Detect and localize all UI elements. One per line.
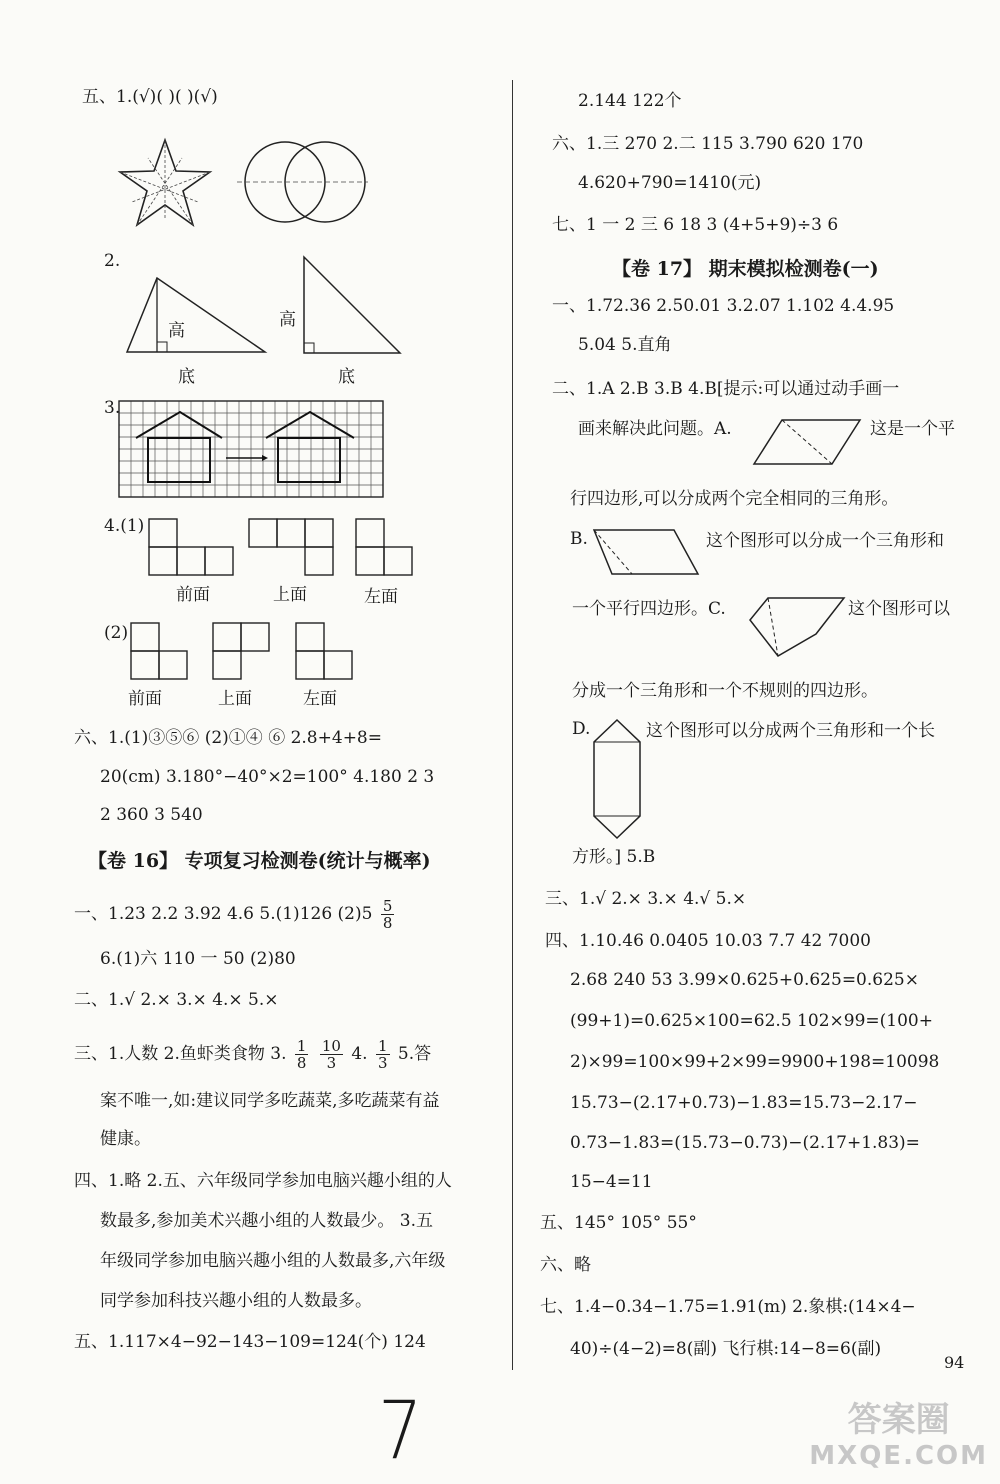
parallelogram-a-figure [752,418,864,466]
p3-fraction-1 [295,1038,309,1071]
q4-line7: 15−4=11 [570,1172,653,1192]
p3-text-c: 5.答 [397,1044,432,1064]
q6-line: 六、略 [540,1255,591,1275]
p3-f3-num: 1 [377,1037,388,1055]
q2-line6: 分成一个三角形和一个不规则的四边形。 [572,681,878,701]
watermark-bottom: MXQE.COM [809,1441,988,1471]
view1-left-label: 左面 [364,587,398,607]
pentagon-c-figure [748,594,848,658]
p3-fraction-3 [376,1038,390,1071]
p1-line1 [74,898,397,931]
q4-line3: (99+1)=0.625×100=62.5 102×99=(100+ [570,1011,933,1031]
view2-top-label: 上面 [218,689,252,709]
q7-line1: 七、1.4−0.34−1.75=1.91(m) 2.象棋:(14×4− [540,1297,916,1317]
p1-text: 一、1.23 2.2 3.92 4.6 5.(1)126 (2)5 [74,904,373,924]
view1-front-figure [148,518,236,576]
triangle1-height-label: 高 [168,321,185,341]
view2-top-figure [212,622,272,680]
p3-f2-den: 3 [326,1054,337,1072]
sec6-line3: 2 360 3 540 [100,805,203,825]
watermark-logo [809,1402,988,1474]
handwritten-mark: 7 [378,1383,423,1479]
two-circles-figure [235,138,370,228]
view2-front-figure [130,622,190,680]
p2-line: 二、1.√ 2.× 3.× 4.× 5.× [74,990,279,1010]
r-line3: 4.620+790=1410(元) [578,173,762,193]
q4-line1: 四、1.10.46 0.0405 10.03 7.7 42 7000 [545,931,871,951]
p3-line3: 健康。 [100,1129,151,1149]
exam16-title: 【卷 16】 专项复习检测卷(统计与概率) [88,850,431,872]
star-symmetry-figure [118,138,213,228]
view2-left-figure [295,622,355,680]
q2-line4a: B. [570,529,588,549]
sec5-q4-1-label: 4.(1) [104,516,145,536]
trapezoid-b-figure [592,528,702,576]
exam17-title: 【卷 17】 期末模拟检测卷(一) [612,258,879,280]
p3-fraction-2 [320,1038,343,1071]
sec5-q4-2-label: (2) [104,623,129,643]
q2-line7b: 这个图形可以分成两个三角形和一个长 [646,721,935,741]
sec5-q2-label: 2. [104,251,121,271]
p1-line2: 6.(1)六 110 一 50 (2)80 [100,949,296,969]
p3-text-a: 三、1.人数 2.鱼虾类食物 3. [74,1044,287,1064]
p1-frac-den: 8 [382,914,393,932]
view1-top-label: 上面 [273,585,307,605]
view2-left-label: 左面 [303,689,337,709]
q2-line5b: 这个图形可以 [848,599,950,619]
sec6-line2: 20(cm) 3.180°−40°×2=100° 4.180 2 3 [100,767,435,787]
page-number: 94 [944,1353,965,1372]
q2-line1: 二、1.A 2.B 3.B 4.B[提示:可以通过动手画一 [552,379,900,399]
q7-line2: 40)÷(4−2)=8(副) 飞行棋:14−8=6(副) [570,1339,882,1359]
p1-frac-num: 5 [382,897,393,915]
triangle1-base-label: 底 [178,367,195,387]
q2-line2a: 画来解决此问题。A. [578,419,732,439]
q4-line6: 0.73−1.83=(15.73−0.73)−(2.17+1.83)= [570,1133,920,1153]
q2-line2b: 这是一个平 [870,419,955,439]
p3-text-b: 4. [351,1044,368,1064]
q2-line5a: 一个平行四边形。C. [572,599,726,619]
p3-f1-den: 8 [296,1054,307,1072]
p4-line1: 四、1.略 2.五、六年级同学参加电脑兴趣小组的人 [74,1171,452,1191]
sec5-q1: 五、1.(√)( )( )(√) [82,87,218,107]
triangle2-height-label: 高 [279,310,296,330]
p3-f2-num: 10 [321,1037,341,1055]
watermark-top: 答案圈 [847,1400,950,1440]
p5-line: 五、1.117×4−92−143−109=124(个) 124 [74,1332,426,1352]
sec6-line1: 六、1.(1)③⑤⑥ (2)①④ ⑥ 2.8+4+8= [74,728,382,748]
triangle-height-figure-2 [300,255,405,355]
q1-line1: 一、1.72.36 2.50.01 3.2.07 1.102 4.4.95 [552,296,895,316]
sec5-q3-label: 3. [104,398,121,418]
p4-line4: 同学参加科技兴趣小组的人数最多。 [100,1291,372,1311]
r-line4: 七、1 一 2 三 6 18 3 (4+5+9)÷3 6 [552,215,839,235]
view1-front-label: 前面 [176,585,210,605]
hexagon-d-figure [592,718,642,840]
q4-line5: 15.73−(2.17+0.73)−1.83=15.73−2.17− [570,1093,918,1113]
view2-front-label: 前面 [128,689,162,709]
p3-f1-num: 1 [296,1037,307,1055]
p4-line2: 数最多,参加美术兴趣小组的人数最少。 3.五 [100,1211,434,1231]
p4-line3: 年级同学参加电脑兴趣小组的人数最多,六年级 [100,1251,446,1271]
q3-line: 三、1.√ 2.× 3.× 4.√ 5.× [545,889,747,909]
q5-line: 五、145° 105° 55° [540,1213,697,1233]
column-divider [512,80,513,1370]
q4-line4: 2)×99=100×99+2×99=9900+198=10098 [570,1052,940,1072]
p3-line2: 案不唯一,如:建议同学多吃蔬菜,多吃蔬菜有益 [100,1091,440,1111]
view1-top-figure [248,518,336,576]
q2-line8: 方形。] 5.B [572,847,656,867]
triangle2-base-label: 底 [338,367,355,387]
q2-line3: 行四边形,可以分成两个完全相同的三角形。 [570,489,899,509]
q2-line4b: 这个图形可以分成一个三角形和 [706,531,944,551]
view1-left-figure [355,518,415,576]
r-line1: 2.144 122个 [578,91,682,111]
q1-line2: 5.04 5.直角 [578,335,672,355]
r-line2: 六、1.三 270 2.二 115 3.790 620 170 [552,134,864,154]
triangle-height-figure-1 [125,276,270,354]
q4-line2: 2.68 240 53 3.99×0.625+0.625=0.625× [570,970,919,990]
translation-grid-figure [118,400,384,498]
q2-line7a: D. [572,719,591,739]
p3-f3-den: 3 [377,1054,388,1072]
p3-line1 [74,1038,431,1071]
p1-fraction [381,898,395,931]
